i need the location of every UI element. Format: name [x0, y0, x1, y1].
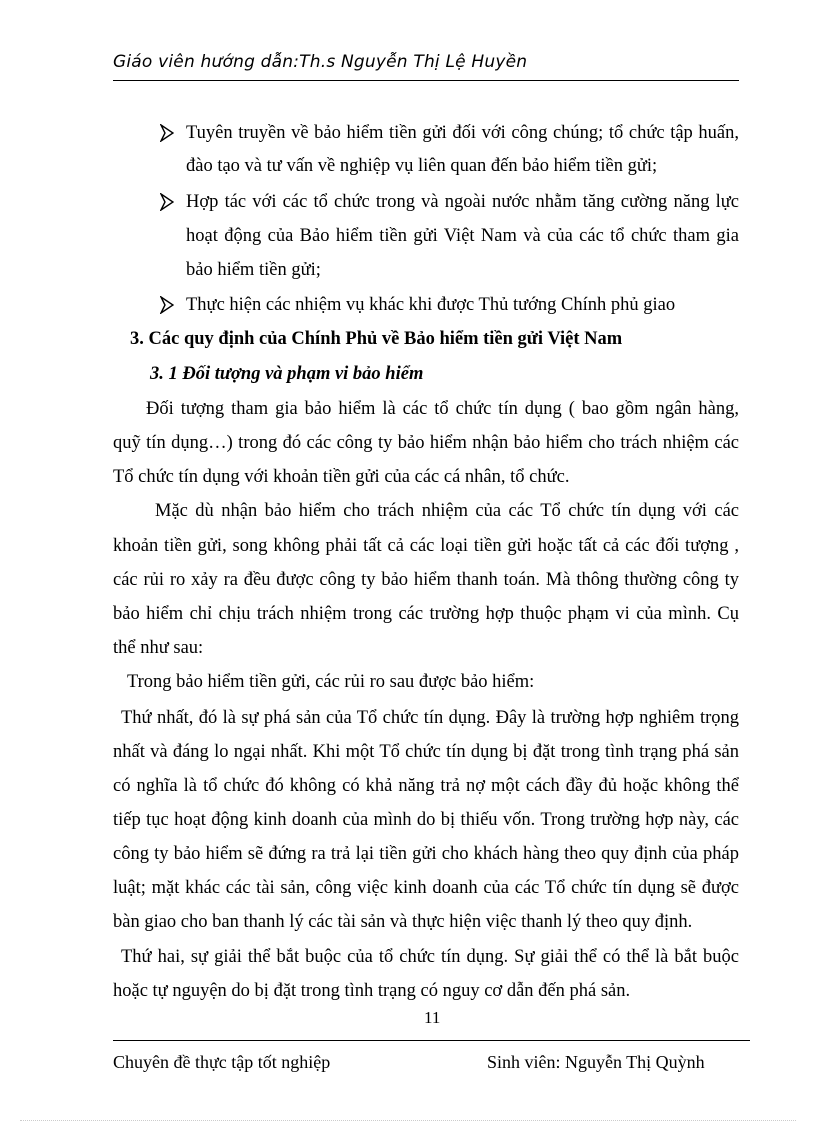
header-advisor: Giáo viên hướng dẫn:Th.s Nguyễn Thị Lệ Huyền	[113, 52, 528, 72]
paragraph-5-line-2: hoặc tự nguyện do bị đặt trong tình trạng có nguy cơ dẫn đến phá sản.	[113, 981, 631, 1001]
paragraph-4-line-5: công ty bảo hiểm sẽ đứng ra trả lại tiền gửi cho khách hàng theo quy định của pháp	[113, 844, 739, 864]
paragraph-1-line-2: quỹ tín dụng…) trong đó các công ty bảo hiểm nhận bảo hiểm cho trách nhiệm các	[113, 433, 739, 453]
paragraph-2-line-4: bảo hiểm chỉ chịu trách nhiệm trong các trường hợp thuộc phạm vi của mình. Cụ	[113, 604, 739, 624]
paragraph-4-line-4: tiếp tục hoạt động kinh doanh của mình do bị thiếu vốn. Trong trường hợp này, các	[113, 810, 739, 830]
paragraph-1-line-3: Tổ chức tín dụng với khoản tiền gửi của các cá nhân, tổ chức.	[113, 467, 570, 487]
arrowhead-bullet-icon	[160, 296, 174, 314]
bullet-2-line-3: bảo hiểm tiền gửi;	[186, 260, 321, 280]
paragraph-4-line-3: có nghĩa là tổ chức đó không có khả năng trả nợ một cách đầy đủ hoặc không thể	[113, 776, 739, 796]
paragraph-1-line-1: Đối tượng tham gia bảo hiểm là các tổ chức tín dụng ( bao gồm ngân hàng,	[146, 399, 739, 419]
subsection-heading: 3. 1 Đối tượng và phạm vi bảo hiểm	[150, 364, 424, 384]
paragraph-3-line-1: Trong bảo hiểm tiền gửi, các rủi ro sau được bảo hiểm:	[127, 672, 535, 692]
bullet-2-line-1: Hợp tác với các tổ chức trong và ngoài nước nhằm tăng cường năng lực	[186, 192, 739, 212]
paragraph-2-line-3: các rủi ro xảy ra đều được công ty bảo hiểm thanh toán. Mà thông thường công ty	[113, 570, 739, 590]
paragraph-4-line-7: bàn giao cho ban thanh lý các tài sản và thực hiện việc thanh lý theo quy định.	[113, 912, 693, 932]
footer-thesis-title: Chuyên đề thực tập tốt nghiệp	[113, 1052, 331, 1072]
section-heading: 3. Các quy định của Chính Phủ về Bảo hiểm tiền gửi Việt Nam	[130, 329, 623, 349]
paragraph-2-line-1: Mặc dù nhận bảo hiểm cho trách nhiệm của các Tổ chức tín dụng với các	[155, 501, 739, 521]
bullet-1-line-2: đào tạo và tư vấn về nghiệp vụ liên quan đến bảo hiểm tiền gửi;	[186, 156, 658, 176]
header-rule	[113, 80, 739, 81]
bullet-1-line-1: Tuyên truyền về bảo hiểm tiền gửi đối với công chúng; tổ chức tập huấn,	[186, 123, 739, 143]
bullet-2-line-2: hoạt động của Bảo hiểm tiền gửi Việt Nam và của các tổ chức tham gia	[186, 226, 739, 246]
arrowhead-bullet-icon	[160, 124, 174, 142]
page-number: 11	[424, 1008, 441, 1027]
paragraph-2-line-2: khoản tiền gửi, song không phải tất cả các loại tiền gửi hoặc tất cả các đối tượng ,	[113, 536, 739, 556]
arrowhead-bullet-icon	[160, 193, 174, 211]
paragraph-4-line-6: luật; mặt khác các tài sản, công việc kinh doanh của các Tổ chức tín dụng sẽ được	[113, 878, 739, 898]
footer-rule	[113, 1040, 750, 1041]
bullet-3-line-1: Thực hiện các nhiệm vụ khác khi được Thủ tướng Chính phủ giao	[186, 295, 676, 315]
page-edge-divider	[20, 1120, 796, 1121]
paragraph-5-line-1: Thứ hai, sự giải thể bắt buộc của tổ chức tín dụng. Sự giải thể có thể là bắt buộc	[121, 947, 739, 967]
paragraph-4-line-1: Thứ nhất, đó là sự phá sản của Tổ chức tín dụng. Đây là trường hợp nghiêm trọng	[121, 708, 739, 728]
paragraph-2-line-5: thể như sau:	[113, 638, 204, 658]
footer-student-name: Sinh viên: Nguyễn Thị Quỳnh	[487, 1052, 705, 1072]
paragraph-4-line-2: nhất và đáng lo ngại nhất. Khi một Tổ chức tín dụng bị đặt trong tình trạng phá sản	[113, 742, 739, 762]
